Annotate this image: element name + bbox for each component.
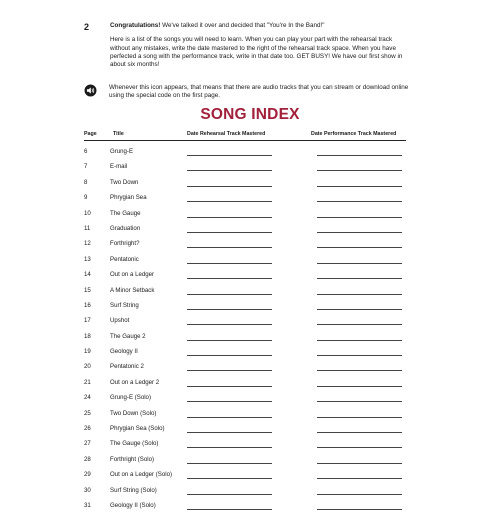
song-title: Pentatonic xyxy=(110,255,139,263)
performance-date-line[interactable] xyxy=(317,186,402,187)
rehearsal-date-line[interactable] xyxy=(187,355,272,356)
song-title: Two Down xyxy=(110,178,139,186)
song-page: 21 xyxy=(84,378,91,386)
song-row xyxy=(84,407,406,422)
header-page: Page xyxy=(84,131,97,137)
song-page: 27 xyxy=(84,440,91,448)
song-title: Surf String (Solo) xyxy=(110,486,157,494)
song-title: Grung-E xyxy=(110,148,134,155)
song-row xyxy=(84,253,406,268)
intro-text xyxy=(110,22,410,69)
performance-date-line[interactable] xyxy=(317,247,402,248)
performance-date-line[interactable] xyxy=(317,370,402,371)
performance-date-line[interactable] xyxy=(317,478,402,479)
song-row xyxy=(84,468,406,483)
song-page: 14 xyxy=(84,271,91,279)
song-title: Out on a Ledger 2 xyxy=(110,378,160,386)
song-page: 15 xyxy=(84,286,91,294)
performance-date-line[interactable] xyxy=(317,340,402,341)
song-row xyxy=(84,360,406,375)
rehearsal-date-line[interactable] xyxy=(187,401,272,402)
song-page: 26 xyxy=(84,425,91,433)
performance-date-line[interactable] xyxy=(317,401,402,402)
audio-note xyxy=(84,84,414,101)
rehearsal-date-line[interactable] xyxy=(187,232,272,233)
song-page: 10 xyxy=(84,209,91,217)
header-rehearsal: Date Rehearsal Track Mastered xyxy=(187,131,266,137)
song-title: Forthright (Solo) xyxy=(110,455,155,463)
song-title: The Gauge (Solo) xyxy=(110,440,159,448)
song-row xyxy=(84,299,406,314)
rehearsal-date-line[interactable] xyxy=(187,478,272,479)
song-title: Out on a Ledger xyxy=(110,271,155,279)
song-page: 7 xyxy=(84,163,88,171)
performance-date-line[interactable] xyxy=(317,263,402,264)
song-row xyxy=(84,453,406,468)
song-page: 9 xyxy=(84,194,88,202)
song-row xyxy=(84,160,406,175)
song-page: 24 xyxy=(84,394,91,402)
song-row xyxy=(84,176,406,191)
song-page: 11 xyxy=(84,224,91,232)
intro-lead-paragraph xyxy=(110,22,410,30)
header-performance: Date Performance Track Mastered xyxy=(311,131,397,137)
song-page: 30 xyxy=(84,486,91,494)
performance-date-line[interactable] xyxy=(317,494,402,495)
rehearsal-date-line[interactable] xyxy=(187,509,272,510)
rehearsal-date-line[interactable] xyxy=(187,370,272,371)
rehearsal-date-line[interactable] xyxy=(187,294,272,295)
song-title: E-mail xyxy=(110,163,128,171)
song-row xyxy=(84,376,406,391)
song-title: Grung-E (Solo) xyxy=(110,394,151,402)
rehearsal-date-line[interactable] xyxy=(187,463,272,464)
audio-note-text: Whenever this icon appears, that means that there are audio tracks that you can stream or download online using the special code on the first page. xyxy=(109,84,409,100)
performance-date-line[interactable] xyxy=(317,509,402,510)
performance-date-line[interactable] xyxy=(317,155,402,156)
song-title: Forthright? xyxy=(110,240,140,248)
intro-body: Here is a list of the songs you will need to learn. When you can play your part with the rehearsal track without any mistakes, write the date mastered to the right of the rehearsal track space. When you have perfected a song with the performance track, write in that date too. GET BUSY! We have our first show in about six months! xyxy=(110,36,403,69)
rehearsal-date-line[interactable] xyxy=(187,432,272,433)
song-page: 28 xyxy=(84,455,91,463)
rehearsal-date-line[interactable] xyxy=(187,324,272,325)
rehearsal-date-line[interactable] xyxy=(187,309,272,310)
song-page: 17 xyxy=(84,317,91,325)
rehearsal-date-line[interactable] xyxy=(187,201,272,202)
performance-date-line[interactable] xyxy=(317,355,402,356)
performance-date-line[interactable] xyxy=(317,278,402,279)
song-page: 31 xyxy=(84,501,91,509)
intro-lead-rest: We've talked it over and decided that "You're In the Band!" xyxy=(160,22,325,29)
performance-date-line[interactable] xyxy=(317,294,402,295)
song-title: Upshot xyxy=(110,317,130,325)
song-row xyxy=(84,345,406,360)
song-title: Graduation xyxy=(110,224,141,232)
song-page: 16 xyxy=(84,301,91,309)
song-page: 8 xyxy=(84,178,88,186)
song-row xyxy=(84,268,406,283)
performance-date-line[interactable] xyxy=(317,447,402,448)
song-row xyxy=(84,314,406,329)
rehearsal-date-line[interactable] xyxy=(187,340,272,341)
song-page: 19 xyxy=(84,348,91,356)
song-page: 20 xyxy=(84,363,91,371)
audio-speaker-icon xyxy=(84,84,97,97)
song-row xyxy=(84,191,406,206)
rehearsal-date-line[interactable] xyxy=(187,170,272,171)
rehearsal-date-line[interactable] xyxy=(187,494,272,495)
rehearsal-date-line[interactable] xyxy=(187,247,272,248)
song-title: Two Down (Solo) xyxy=(110,409,157,417)
song-title: The Gauge xyxy=(110,209,141,217)
song-title: Geology II xyxy=(110,348,138,356)
rehearsal-date-line[interactable] xyxy=(187,155,272,156)
song-page: 13 xyxy=(84,255,91,263)
song-page: 18 xyxy=(84,332,91,340)
song-title: A Minor Setback xyxy=(110,286,155,294)
song-row xyxy=(84,437,406,452)
song-title: Phrygian Sea xyxy=(110,194,147,202)
song-row xyxy=(84,207,406,222)
performance-date-line[interactable] xyxy=(317,463,402,464)
song-row xyxy=(84,422,406,437)
performance-date-line[interactable] xyxy=(317,170,402,171)
song-row xyxy=(84,499,406,514)
performance-date-line[interactable] xyxy=(317,232,402,233)
performance-date-line[interactable] xyxy=(317,217,402,218)
song-row xyxy=(84,145,406,160)
performance-date-line[interactable] xyxy=(317,309,402,310)
song-page: 25 xyxy=(84,409,91,417)
song-title: Surf String xyxy=(110,301,139,309)
song-row xyxy=(84,284,406,299)
rehearsal-date-line[interactable] xyxy=(187,278,272,279)
header-title: Title xyxy=(113,131,124,137)
rehearsal-date-line[interactable] xyxy=(187,186,272,187)
performance-date-line[interactable] xyxy=(317,417,402,418)
song-page: 6 xyxy=(84,148,88,155)
rehearsal-date-line[interactable] xyxy=(187,417,272,418)
page-number: 2 xyxy=(84,22,90,32)
song-page: 12 xyxy=(84,240,91,248)
song-title: Pentatonic 2 xyxy=(110,363,144,371)
song-page: 29 xyxy=(84,471,91,479)
performance-date-line[interactable] xyxy=(317,324,402,325)
song-row xyxy=(84,222,406,237)
rehearsal-date-line[interactable] xyxy=(187,263,272,264)
song-row xyxy=(84,330,406,345)
song-title: The Gauge 2 xyxy=(110,332,146,340)
rehearsal-date-line[interactable] xyxy=(187,447,272,448)
performance-date-line[interactable] xyxy=(317,386,402,387)
song-row xyxy=(84,237,406,252)
rehearsal-date-line[interactable] xyxy=(187,217,272,218)
song-row xyxy=(84,484,406,499)
song-title: Geology II (Solo) xyxy=(110,501,156,509)
song-list xyxy=(84,145,406,514)
table-header xyxy=(84,131,406,141)
performance-date-line[interactable] xyxy=(317,432,402,433)
rehearsal-date-line[interactable] xyxy=(187,386,272,387)
song-row xyxy=(84,391,406,406)
song-title: Out on a Ledger (Solo) xyxy=(110,471,172,479)
intro-lead: Congratulations! xyxy=(110,22,161,29)
song-index-title: SONG INDEX xyxy=(200,106,300,123)
performance-date-line[interactable] xyxy=(317,201,402,202)
song-title: Phrygian Sea (Solo) xyxy=(110,425,165,433)
